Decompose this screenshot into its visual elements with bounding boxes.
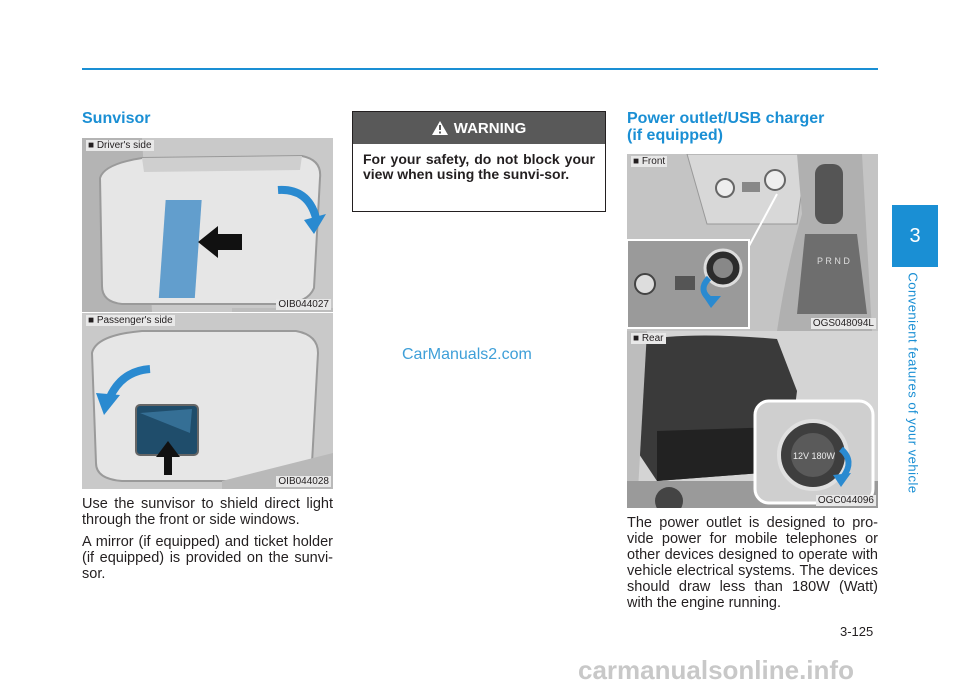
front-outlet-illustration [627, 154, 878, 331]
sunvisor-heading: Sunvisor [82, 110, 151, 127]
top-rule [82, 68, 878, 70]
sunvisor-body [82, 496, 333, 582]
watermark-carmanuals2: CarManuals2.com [402, 346, 532, 363]
warning-title: WARNING [453, 119, 527, 137]
power-outlet-body [627, 515, 878, 611]
outlet-rating-label: 12V 180W [793, 451, 836, 461]
rear-outlet-illustration [627, 331, 878, 508]
warning-box [352, 111, 606, 212]
front-caption: ■ Front [633, 156, 666, 167]
watermark-carmanualsonline: carmanualsonline.info [578, 655, 854, 685]
passenger-sunvisor-image [82, 313, 333, 489]
rear-image-ref: OGC044096 [817, 495, 874, 506]
power-outlet-heading-line1: Power outlet/USB charger [627, 110, 825, 127]
passenger-side-caption: ■ Passenger's side [88, 315, 173, 326]
passenger-sunvisor-illustration [82, 313, 333, 489]
warning-text: For your safety, do not block your view when using the sunvi-sor. [363, 151, 595, 182]
warning-header [353, 112, 605, 144]
driver-sunvisor-illustration [82, 138, 333, 312]
passenger-image-ref: OIB044028 [278, 476, 329, 487]
page-number: 3-125 [840, 624, 874, 639]
chapter-title-vertical [898, 268, 928, 498]
rear-outlet-image [627, 331, 878, 508]
svg-text:P R N D: P R N D [817, 256, 850, 266]
chapter-title: Convenient features of your vehicle [905, 272, 921, 494]
front-outlet-image [627, 154, 878, 331]
front-image-ref: OGS048094L [812, 318, 874, 329]
rear-caption: ■ Rear [633, 333, 664, 344]
driver-side-caption: ■ Driver's side [88, 140, 152, 151]
sunvisor-paragraph-1: Use the sunvisor to shield direct light through the front or side windows. [82, 496, 333, 528]
sunvisor-paragraph-2: A mirror (if equipped) and ticket holder (if equipped) is provided on the sunvi-sor. [82, 534, 333, 582]
driver-sunvisor-image [82, 138, 333, 312]
driver-image-ref: OIB044027 [278, 299, 329, 310]
power-outlet-heading-line2: (if equipped) [627, 127, 723, 144]
power-outlet-heading [627, 110, 824, 144]
warning-triangle-icon [432, 121, 448, 135]
power-outlet-paragraph: The power outlet is designed to pro-vide power for mobile telephones or other devices designed to operate with vehicle electrical systems. The devices should draw less than 180W (Watt) with the engine running. [627, 515, 878, 611]
chapter-number-tab: 3 [892, 205, 938, 267]
